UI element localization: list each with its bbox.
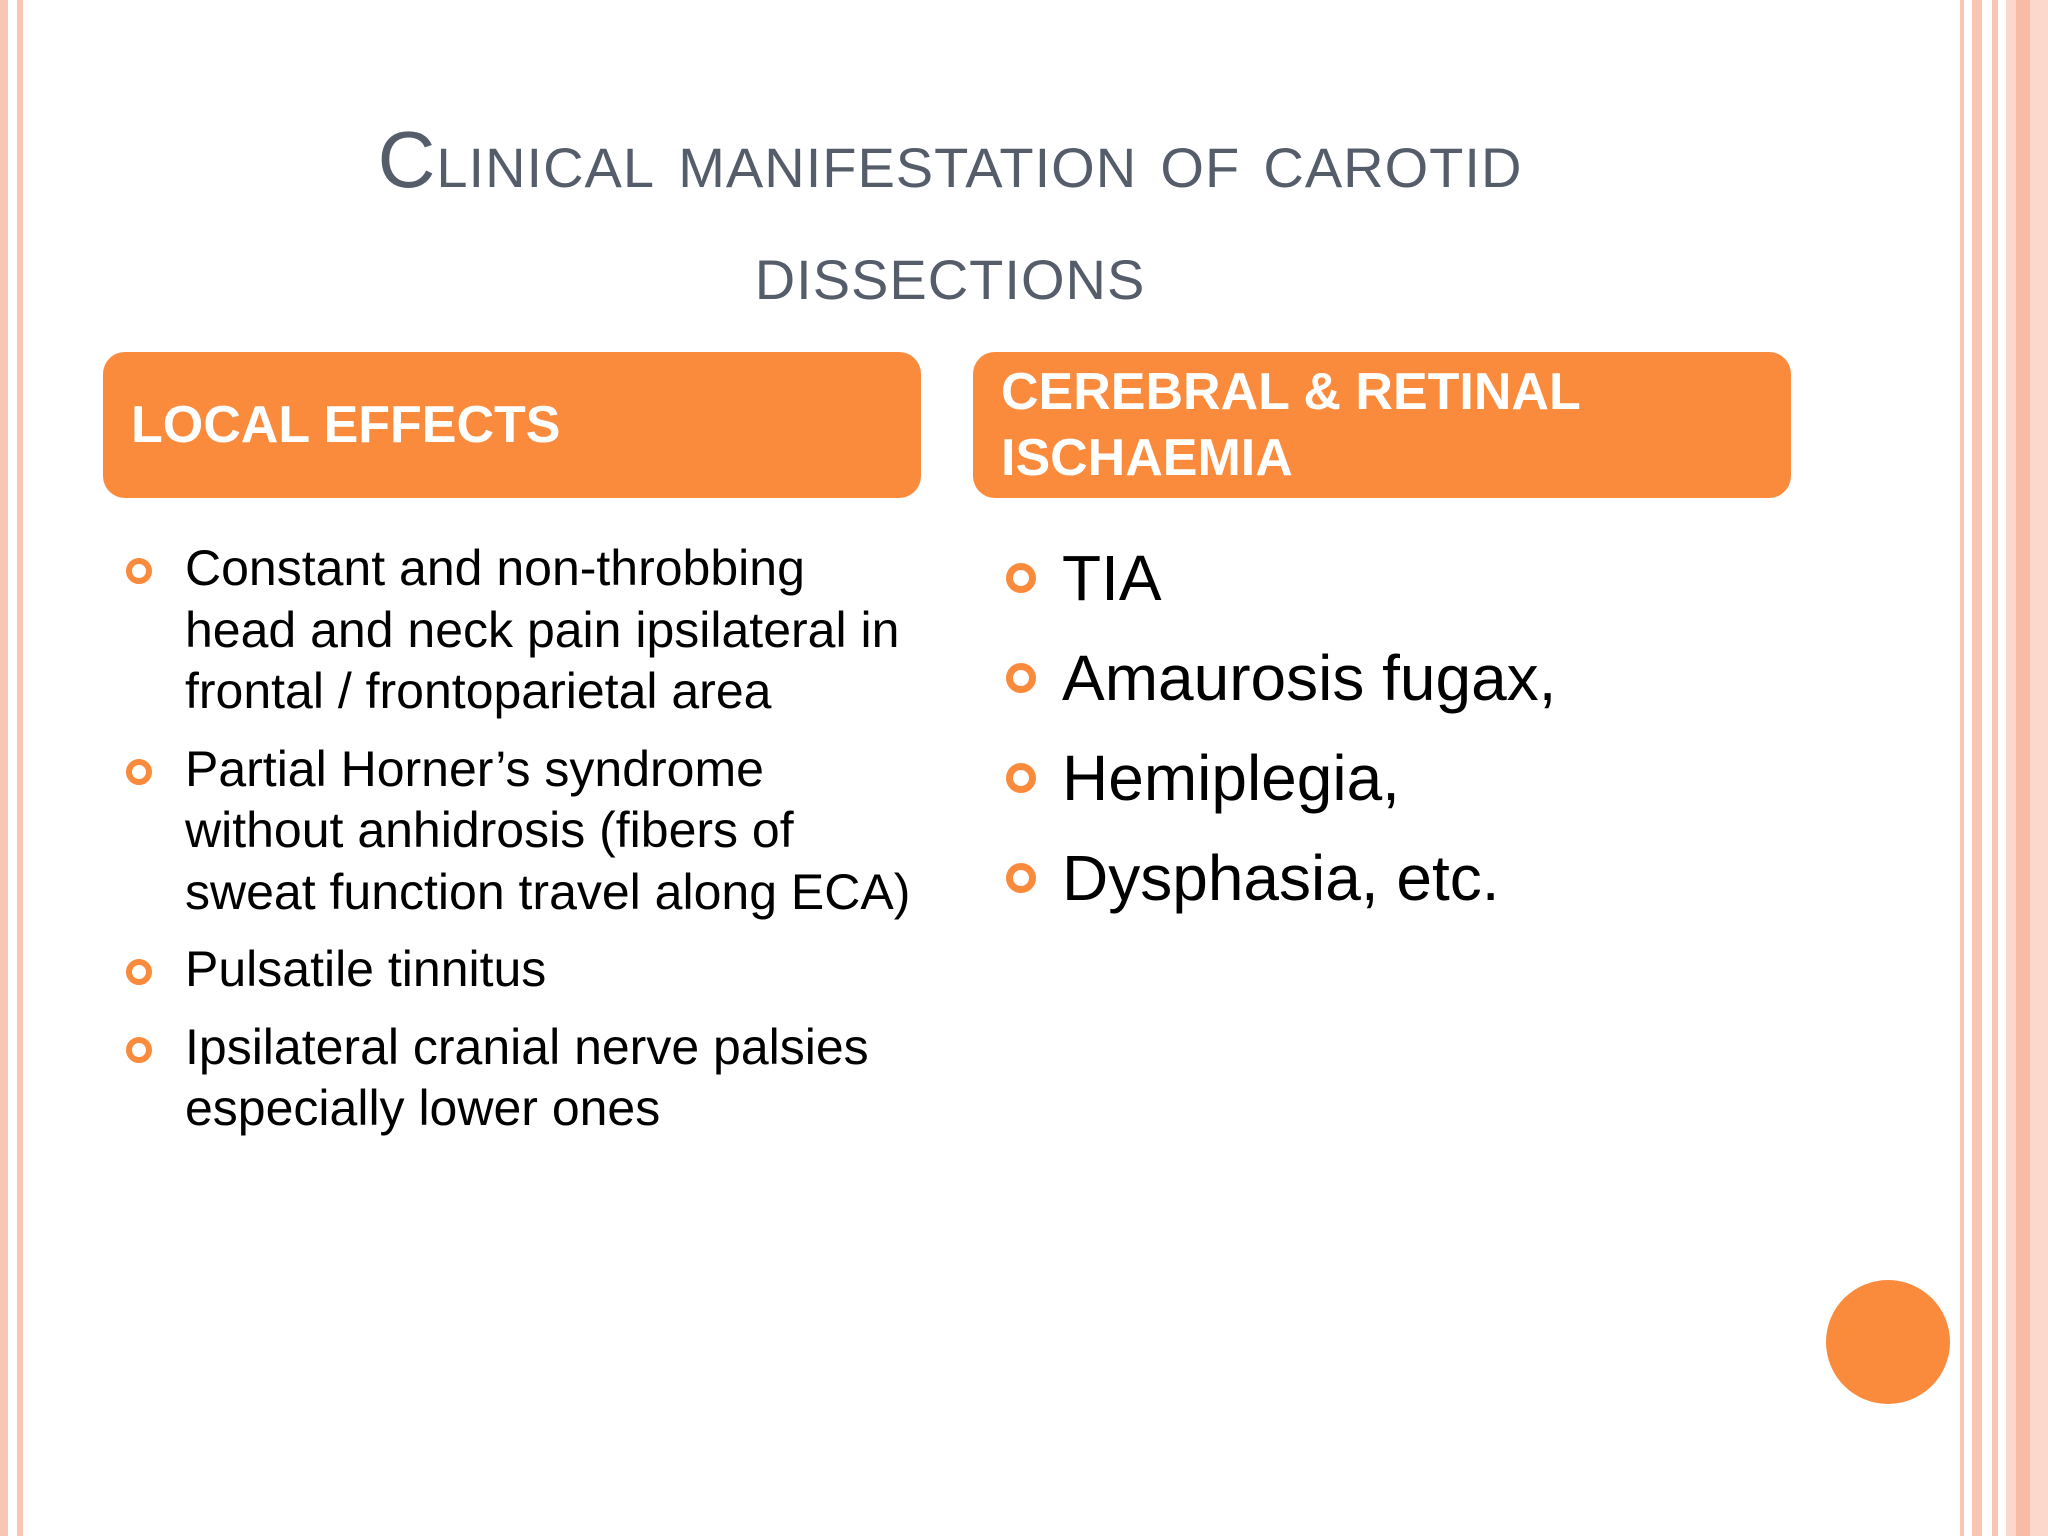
list-item (120, 739, 920, 924)
right-border-stripe (2016, 0, 2030, 1536)
hollow-circle-bullet-icon (126, 558, 152, 584)
left-border-stripe (0, 0, 8, 1536)
list-item-text: Ipsilateral cranial nerve palsies especially lower ones (185, 1018, 869, 1136)
hollow-circle-bullet-icon (1006, 863, 1036, 893)
hollow-circle-bullet-icon (1006, 763, 1036, 793)
hollow-circle-bullet-icon (1006, 563, 1036, 593)
right-border-stripe (1960, 0, 1964, 1536)
list-item-text: Amaurosis fugax, (1062, 642, 1557, 714)
ischaemia-list (1000, 538, 1900, 938)
decorative-circle (1826, 1280, 1950, 1404)
list-item (1000, 638, 1900, 718)
left-border-stripe-inner (17, 0, 23, 1536)
slide-title-line-2: dissections (754, 227, 1146, 316)
hollow-circle-bullet-icon (126, 1037, 152, 1063)
list-item-text: Hemiplegia, (1062, 742, 1400, 814)
hollow-circle-bullet-icon (1006, 663, 1036, 693)
local-effects-header (103, 352, 921, 498)
list-item (120, 939, 920, 1001)
list-item (1000, 738, 1900, 818)
list-item-text: Pulsatile tinnitus (185, 941, 547, 997)
list-item (120, 1017, 920, 1140)
hollow-circle-bullet-icon (126, 959, 152, 985)
list-item-text: Constant and non-throbbing head and neck pain ipsilateral in frontal / frontoparietal area (185, 540, 900, 719)
list-item (1000, 838, 1900, 918)
slide-title-line-1: Clinical manifestation of carotid (377, 115, 1523, 204)
list-item (120, 538, 920, 723)
ischaemia-header (973, 352, 1791, 498)
ischaemia-header-label: CEREBRAL & RETINAL ISCHAEMIA (1001, 363, 1580, 487)
local-effects-list (120, 538, 920, 1156)
list-item-text: Partial Horner’s syndrome without anhidrosis (fibers of sweat function travel along ECA) (185, 740, 911, 920)
list-item-text: TIA (1062, 542, 1162, 614)
right-border-stripe (1992, 0, 1998, 1536)
list-item-text: Dysphasia, etc. (1062, 842, 1500, 914)
local-effects-header-label: LOCAL EFFECTS (131, 396, 561, 454)
right-border-stripe (1972, 0, 1982, 1536)
slide-title (200, 104, 1700, 328)
hollow-circle-bullet-icon (126, 759, 152, 785)
list-item (1000, 538, 1900, 618)
